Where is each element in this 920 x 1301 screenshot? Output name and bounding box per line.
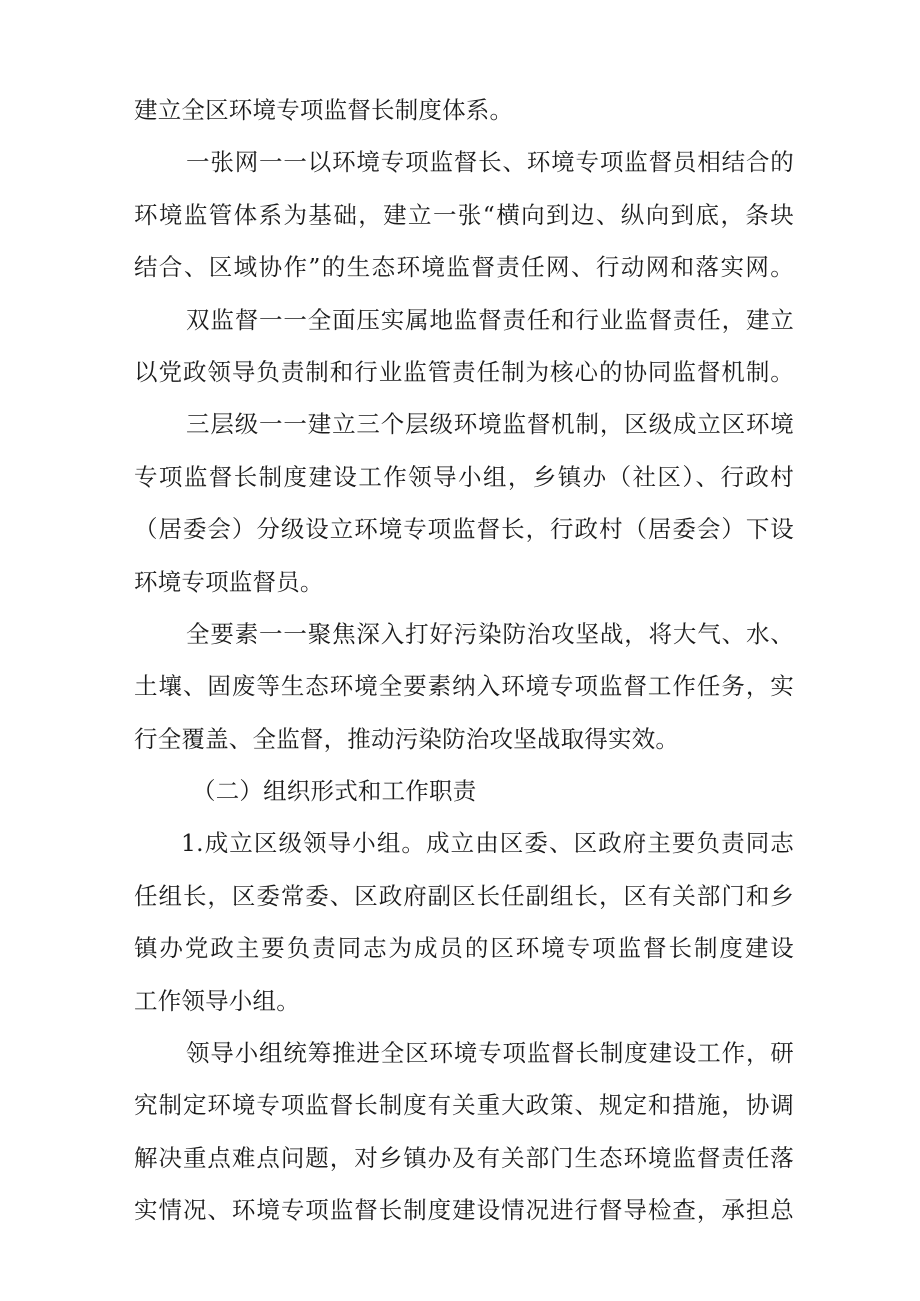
text-line: 镇办党政主要负责同志为成员的区环境专项监督长制度建设 xyxy=(134,934,794,963)
text-line: 环境专项监督员。 xyxy=(134,567,324,596)
text-line: 任组长，区委常委、区政府副区长任副组长，区有关部门和乡 xyxy=(134,881,794,910)
text-line: 领导小组统筹推进全区环境专项监督长制度建设工作，研 xyxy=(186,1039,794,1068)
text-line: 三层级一一建立三个层级环境监督机制，区级成立区环境 xyxy=(186,410,794,439)
text-line: 结合、区域协作”的生态环境监督责任网、行动网和落实网。 xyxy=(134,253,794,282)
text-line: 一张网一一以环境专项监督长、环境专项监督员相结合的 xyxy=(186,148,794,177)
text-line: 解决重点难点问题，对乡镇办及有关部门生态环境监督责任落 xyxy=(134,1143,794,1172)
text-line: 全要素一一聚焦深入打好污染防治攻坚战，将大气、水、 xyxy=(186,619,794,648)
text-line: 双监督一一全面压实属地监督责任和行业监督责任，建立 xyxy=(186,305,794,334)
text-line: （居委会）分级设立环境专项监督长，行政村（居委会）下设 xyxy=(134,515,794,544)
text-line: 以党政领导负责制和行业监管责任制为核心的协同监督机制。 xyxy=(134,357,794,386)
text-line: 土壤、固废等生态环境全要素纳入环境专项监督工作任务，实 xyxy=(134,672,794,701)
text-line: 1.成立区级领导小组。成立由区委、区政府主要负责同志 xyxy=(181,829,794,858)
text-line: 专项监督长制度建设工作领导小组，乡镇办（社区）、行政村 xyxy=(134,462,794,491)
section-heading: （二）组织形式和工作职责 xyxy=(192,777,477,806)
text-line: 行全覆盖、全监督，推动污染防治攻坚战取得实效。 xyxy=(134,724,680,753)
text-line: 环境监管体系为基础，建立一张“横向到边、纵向到底，条块 xyxy=(134,200,794,229)
document-body xyxy=(134,84,794,1237)
text-line: 究制定环境专项监督长制度有关重大政策、规定和措施，协调 xyxy=(134,1091,794,1120)
text-line: 建立全区环境专项监督长制度体系。 xyxy=(134,96,514,124)
text-line: 工作领导小组。 xyxy=(134,986,300,1015)
text-line: 实情况、环境专项监督长制度建设情况进行督导检查，承担总 xyxy=(134,1196,794,1225)
